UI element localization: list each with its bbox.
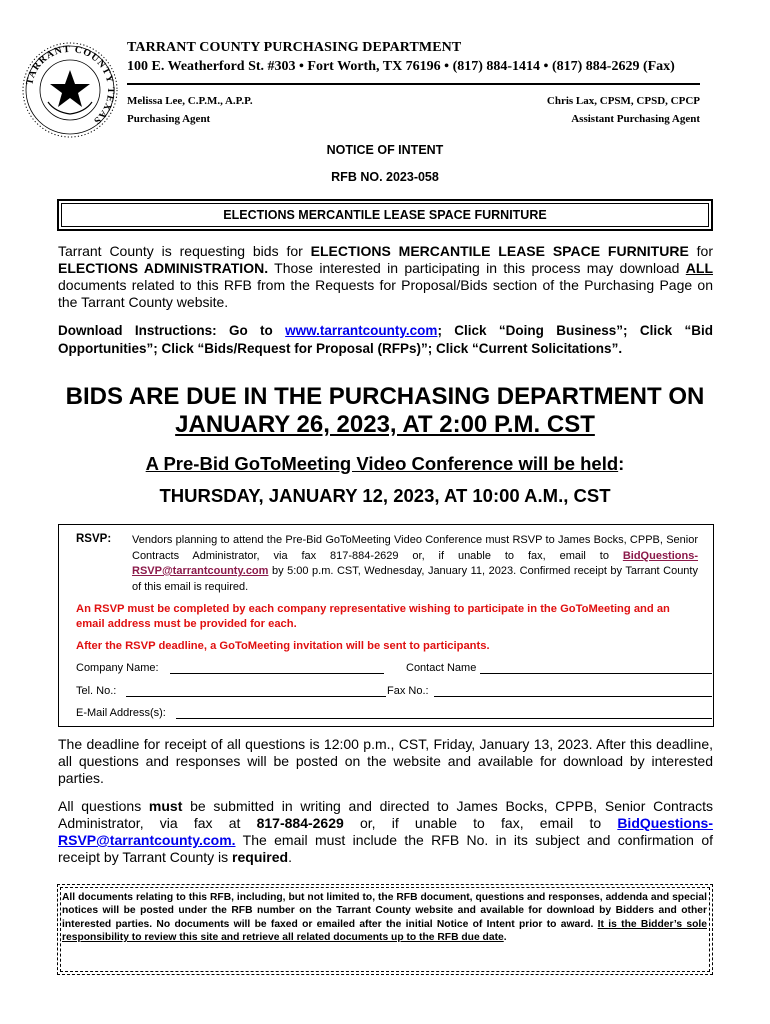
rsvp-label: RSVP: (76, 533, 112, 545)
website-link[interactable]: www.tarrantcounty.com (285, 323, 438, 338)
download-instructions (58, 322, 713, 358)
questions-fax: 817-884-2629 (256, 815, 344, 831)
email-field[interactable] (176, 707, 712, 719)
footer-text: . (503, 931, 507, 943)
purchasing-agent-name: Melissa Lee, C.P.M., A.P.P. (127, 95, 253, 107)
questions-text: be submitted in writing and directed to James Bocks, CPPB, Senior Contracts Administrator, via fax at (58, 798, 713, 831)
tel-label: Tel. No.: (76, 685, 117, 697)
prebid-heading (0, 453, 770, 475)
assistant-agent-block (547, 92, 700, 128)
intro-text: Tarrant County is requesting bids for (58, 243, 311, 259)
prebid-colon: : (618, 453, 625, 474)
intro-text: for (688, 243, 714, 259)
rfb-title-box (57, 199, 713, 231)
rsvp-text: Vendors planning to attend the Pre-Bid GoToMeeting Video Conference must RSVP to James Bocks, CPPB, Senior Contracts Administrator, via fax 817-884-2629 or, if unable to fax, email to (132, 534, 698, 562)
prebid-date: THURSDAY, JANUARY 12, 2023, AT 10:00 A.M., CST (159, 485, 611, 506)
department-heading: TARRANT COUNTY PURCHASING DEPARTMENT (127, 40, 462, 55)
rsvp-email-link[interactable]: BidQuestions-RSVP@tarrantcounty.com (132, 549, 698, 577)
email-label: E-Mail Address(s): (76, 707, 166, 719)
fax-label: Fax No.: (387, 685, 429, 697)
questions-text: or, if unable to fax, email to (343, 815, 618, 831)
questions-deadline: The deadline for receipt of all questions is 12:00 p.m., CST, Friday, January 13, 2023. After this deadline, all questions and responses will be posted on the website and available for download by interested parties. (58, 736, 713, 786)
footer-text: All documents relating to this RFB, including, but not limited to, the RFB document, questions and responses, addenda and special notices will be posted under the RFB number on the Tarrant County website and available for download by Bidders and other interested parties. No documents will be faxed or emailed after the initial Notice of Intent prior to award. (62, 892, 707, 930)
purchasing-agent-title: Purchasing Agent (127, 113, 211, 125)
rsvp-requirement-notice: An RSVP must be completed by each company representative wishing to participate in the GoToMeeting and an email address must be provided for each. (76, 603, 670, 630)
purchasing-agent-block (127, 92, 253, 128)
questions-text: The email must include the RFB No. in its subject and confirmation of receipt by Tarrant County is (58, 832, 713, 865)
questions-text: . (288, 849, 292, 865)
footer-responsibility: It is the Bidder’s sole responsibility to review this site and retrieve all related documents up to the RFB due date (62, 918, 707, 943)
bids-due-date: JANUARY 26, 2023, AT 2:00 P.M. CST (175, 411, 595, 438)
rsvp-text: by 5:00 p.m. CST, Wednesday, January 11, 2023. Confirmed receipt by Tarrant County of this email is required. (132, 565, 698, 593)
company-name-field[interactable] (170, 662, 384, 674)
county-seal-logo (20, 40, 120, 140)
questions-must: must (148, 798, 183, 814)
download-text: ; Click “Doing Business”; Click “Bid Opportunities”; Click “Bids/Request for Proposal (RFPs)”; Click “Current Solicitations”. (58, 323, 713, 356)
questions-text: All questions (58, 798, 149, 814)
fax-field[interactable] (434, 685, 712, 697)
bids-due-line2 (0, 411, 770, 439)
rsvp-instructions (132, 533, 698, 595)
department-address: 100 E. Weatherford St. #303 • Fort Worth, TX 76196 • (817) 884-1414 • (817) 884-2629 (Fax) (127, 59, 675, 74)
assistant-agent-title: Assistant Purchasing Agent (571, 113, 700, 125)
prebid-text: A Pre-Bid GoToMeeting Video Conference will be held (145, 453, 619, 474)
header-divider (127, 83, 700, 85)
questions-paragraph (58, 798, 713, 866)
rsvp-invitation-notice: After the RSVP deadline, a GoToMeeting invitation will be sent to participants. (76, 640, 490, 652)
rfb-title: ELECTIONS MERCANTILE LEASE SPACE FURNITURE (61, 203, 709, 227)
download-text: Download Instructions: Go to (58, 323, 286, 338)
intro-paragraph (58, 243, 713, 311)
intro-bold-dept: ELECTIONS ADMINISTRATION. (58, 260, 269, 276)
intro-text: documents related to this RFB from the Requests for Proposal/Bids section of the Purchasing Page on the Tarrant County website. (58, 277, 713, 310)
intro-all: ALL (685, 260, 713, 276)
rfb-number: RFB NO. 2023-058 (331, 170, 439, 184)
intro-text: Those interested in participating in this process may download (268, 260, 686, 276)
footer-notice (60, 887, 710, 972)
seal-ring-text: TARRANT COUNTY TEXAS (24, 43, 117, 127)
notice-heading: NOTICE OF INTENT (326, 143, 444, 157)
contact-name-label: Contact Name (406, 662, 477, 674)
contact-name-field[interactable] (480, 662, 712, 674)
tel-field[interactable] (126, 685, 386, 697)
questions-required: required (232, 849, 289, 865)
assistant-agent-name: Chris Lax, CPSM, CPSD, CPCP (546, 95, 700, 107)
footer-notice-box (57, 884, 713, 975)
questions-email-link[interactable]: BidQuestions-RSVP@tarrantcounty.com. (58, 815, 713, 848)
bids-due-line1: BIDS ARE DUE IN THE PURCHASING DEPARTMENT ON (65, 383, 705, 410)
company-name-label: Company Name: (76, 662, 159, 674)
rsvp-box (58, 524, 714, 727)
intro-bold-title: ELECTIONS MERCANTILE LEASE SPACE FURNITURE (310, 243, 689, 259)
